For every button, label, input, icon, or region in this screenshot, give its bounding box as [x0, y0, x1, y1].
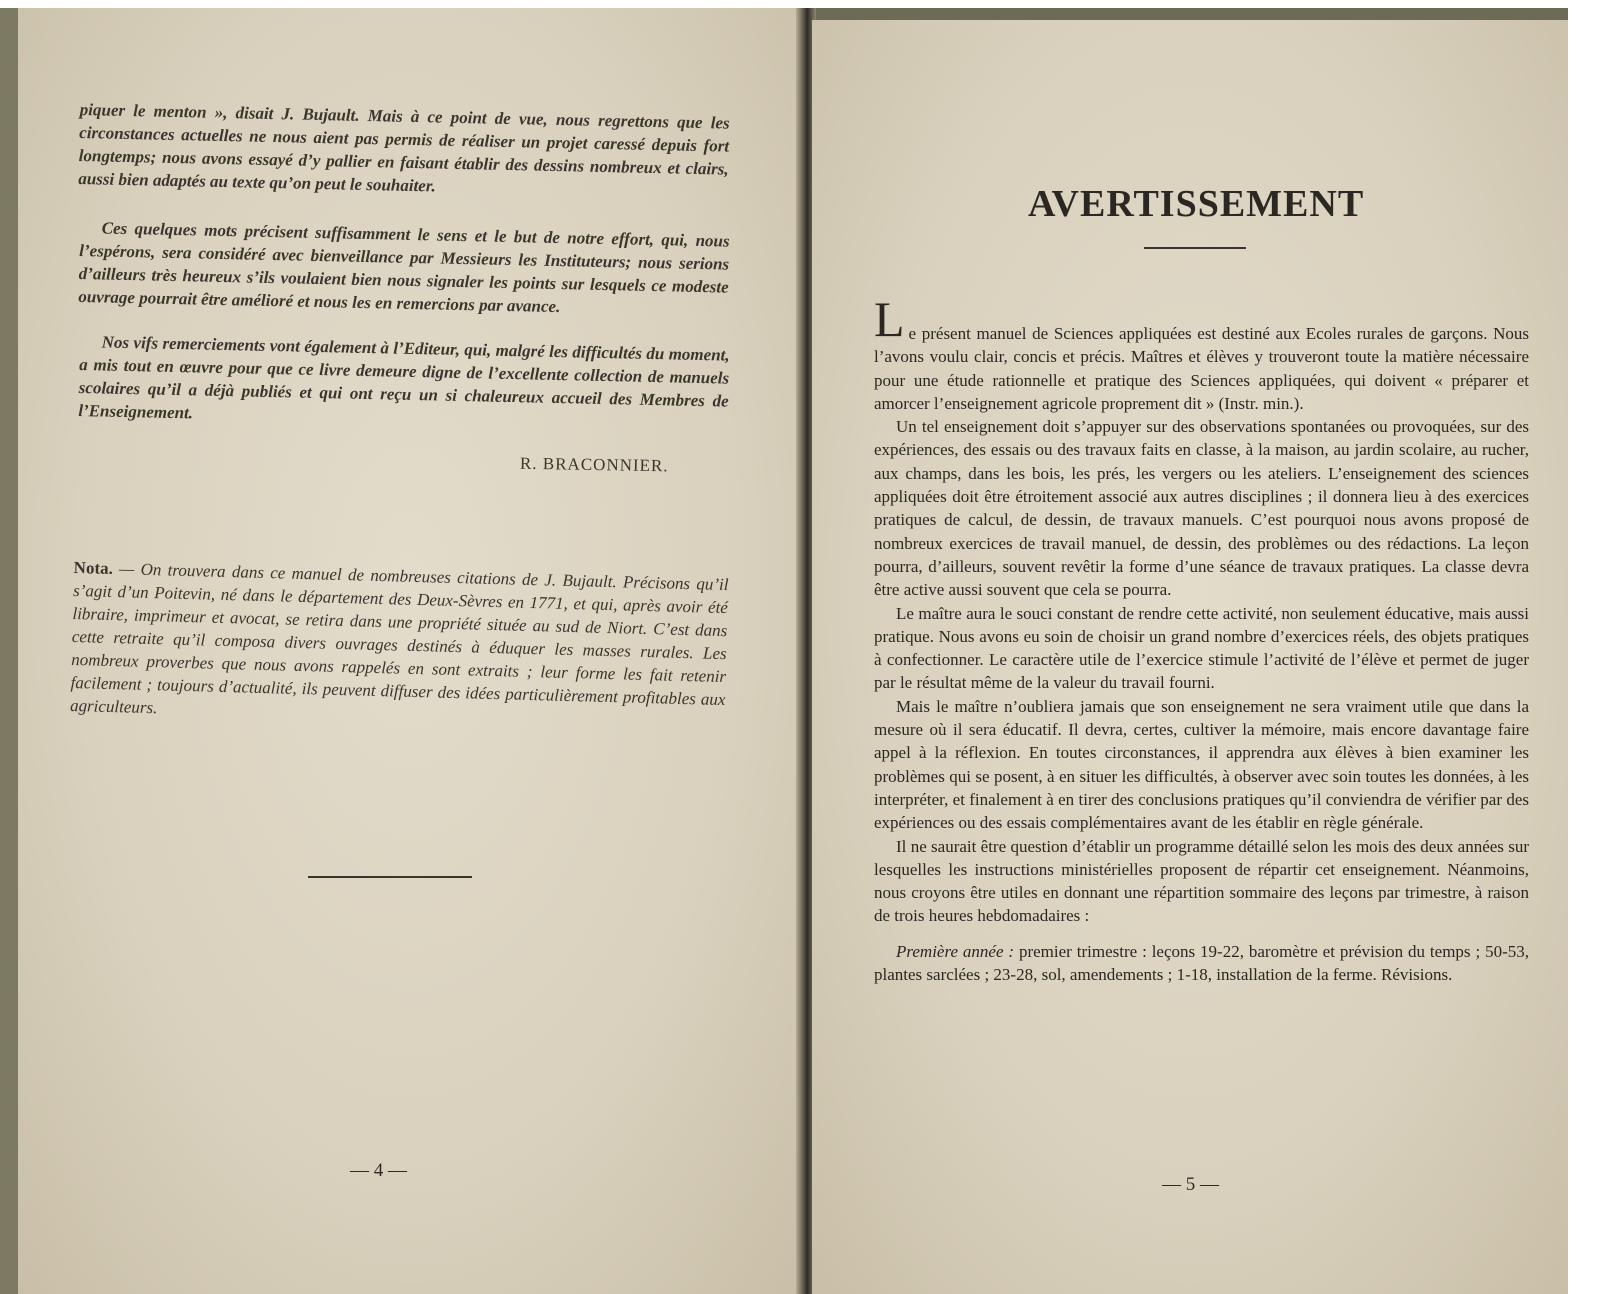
- right-paragraph-5: Il ne saurait être question d’établir un programme détaillé selon les mois des deux années sur lesquelles les instructions ministérielles proposent de répartir cet enseignement. Néanmoins, nous croyons être utiles en donnant une répartition sommaire des leçons par trimestre, à raison de trois heures hebdomadaires :: [874, 836, 1529, 926]
- right-paragraph-4: Mais le maître n’oubliera jamais que son enseignement ne sera vraiment utile que dans la mesure où il sera éducatif. Il devra, certes, cultiver la mémoire, mais encore davantage faire appel à la réflexion. En toutes circonstances, il apprendra aux élèves à bien examiner les problèmes qui se posent, à en situer les difficultés, à observer avec soin toutes les données, à les interpréter, et finalement à en tirer des conclusions pratiques qu’il conviendra de vérifier par des expériences ou des essais complémentaires avant de les établir en règle générale.: [874, 696, 1529, 833]
- title-underline-rule: [1144, 247, 1246, 249]
- left-divider-rule: [308, 876, 472, 878]
- right-paragraph-1: [874, 291, 1529, 415]
- page-number-right: — 5 —: [1162, 1174, 1219, 1195]
- left-paragraph-1: piquer le menton », disait J. Bujault. Mais à ce point de vue, nous regrettons que les circonstances actuelles ne nous aient pas permis de réaliser un projet caressé depuis fort longtemps; nous avons essayé d’y pallier en faisant établir des dessins nombreux et clairs, aussi bien adaptés au texte qu’on peut le souhaiter.: [78, 99, 730, 196]
- premiere-annee-text: premier trimestre : leçons 19-22, baromètre et prévision du temps ; 50-53, plantes sarclées ; 23-28, sol, amendements ; 1-18, installation de la ferme. Révisions.: [874, 941, 1529, 985]
- nota-text: — On trouvera dans ce manuel de nombreuses citations de J. Bujault. Précisons qu’il s’agit d’un Poitevin, né dans le département des Deux-Sèvres en 1771, et qui, après avoir été libraire, imprimeur et avocat, se retira dans une propriété située au sud de Niort. C’est dans cette retraite qu’il composa divers ouvrages destinés à éduquer les masses rurales. Les nombreux proverbes que nous avons rappelés en sont extraits ; leur forme les fait retenir facilement ; toujours d’actualité, ils peuvent diffuser des idées particulièrement profitables aux agriculteurs.: [69, 559, 729, 718]
- left-paragraph-3: Nos vifs remerciements vont également à l’Editeur, qui, malgré les difficultés du moment, a mis tout en œuvre pour que ce livre demeure digne de l’excellente collection de manuels scolaires qu’il a déjà publiés et qui ont reçu un si chaleureux accueil des Membres de l’Enseignement.: [78, 332, 730, 423]
- nota-paragraph: [70, 556, 729, 734]
- drop-cap: L: [874, 291, 905, 347]
- left-paragraph-2: Ces quelques mots précisent suffisamment le sens et le but de notre effort, qui, nous l’espérons, sera considéré avec bienveillance par Messieurs les Instituteurs; nous serions d’ailleurs très heureux s’ils voulaient bien nous signaler les points sur lesquels ce modeste ouvrage pourrait être amélioré et nous les en remercions par avance.: [78, 218, 730, 317]
- right-paragraph-3: Le maître aura le souci constant de rendre cette activité, non seulement éducative, mais aussi pratique. Nous avons eu soin de choisir un grand nombre d’exercices réels, des objets pratiques à confectionner. Le caractère utile de l’exercice stimule l’activité de l’élève et permet de juger par le résultat même de la valeur du travail fourni.: [874, 603, 1529, 693]
- right-text-block: [874, 291, 1529, 986]
- right-paragraph-6: [874, 940, 1529, 987]
- nota-label: Nota.: [73, 557, 114, 579]
- author-signature: R. BRACONNIER.: [519, 453, 669, 476]
- page-title: AVERTISSEMENT: [1028, 183, 1365, 225]
- premiere-annee-label: Première année :: [896, 941, 1015, 961]
- right-paragraph-1-text: e présent manuel de Sciences appliquées est destiné aux Ecoles rurales de garçons. Nous l’avons voulu clair, concis et précis. Maîtres et élèves y trouveront toute la matière nécessaire pour une étude rationnelle et pratique des Sciences appliquées, qui doivent « préparer et amorcer l’enseignement agricole proprement dit » (Instr. min.).: [874, 324, 1529, 413]
- right-paragraph-2: Un tel enseignement doit s’appuyer sur des observations spontanées ou provoquées, sur des expériences, des essais ou des travaux faits en classe, à la maison, au jardin scolaire, au rucher, aux champs, dans les bois, les prés, les vergers ou les ateliers. L’enseignement des sciences appliquées doit être étroitement associé aux autres disciplines ; il donnera lieu à des exercices pratiques de calcul, de dessin, de travaux manuels. C’est pourquoi nous avons proposé de nombreux exercices de travail manuel, de dessin, des problèmes ou des rédactions. La leçon pourra, d’ailleurs, souvent revêtir la forme d’une séance de travaux pratiques. La classe devra être active aussi souvent que cela se pourra.: [874, 417, 1529, 600]
- page-number-left: — 4 —: [350, 1160, 407, 1181]
